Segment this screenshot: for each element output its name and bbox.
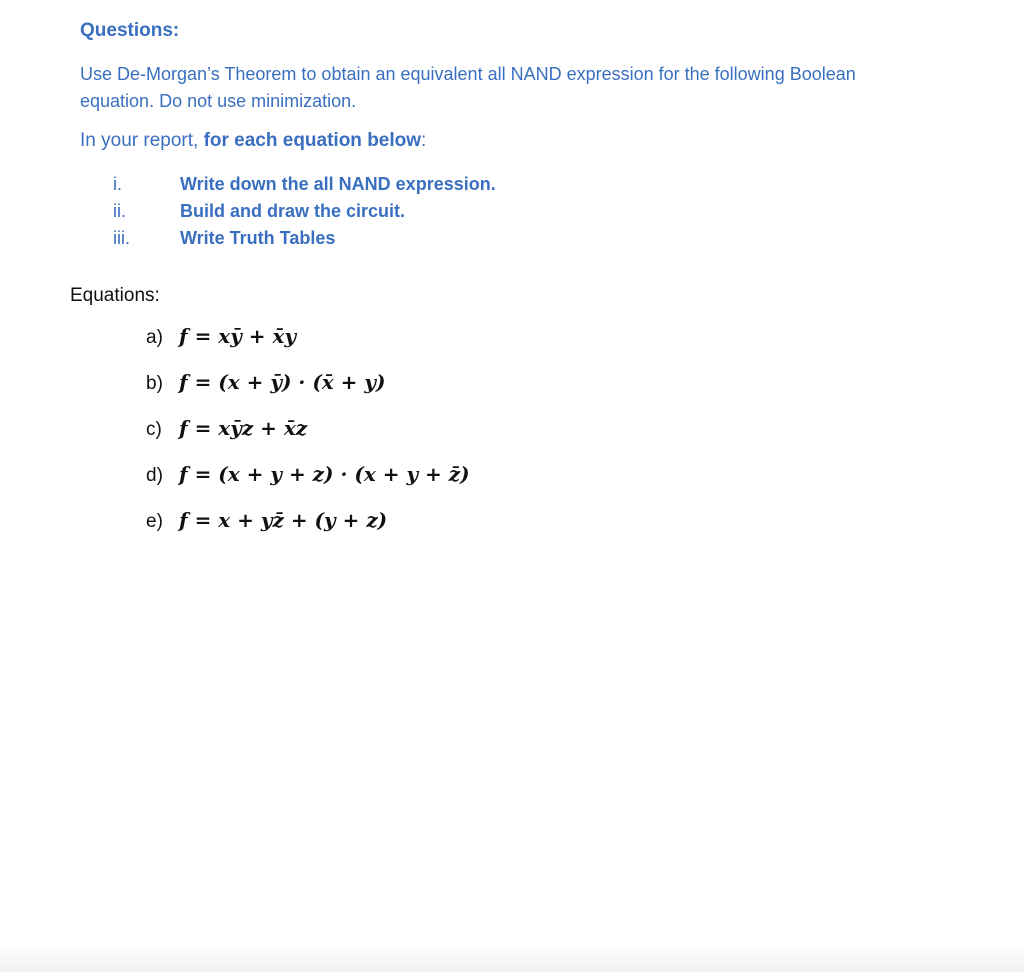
report-instruction [80,130,426,152]
intro-text: Use De-Morgan’s Theorem to obtain an equivalent all NAND expression for the following Boolean equation. Do not use minimization. [80,64,856,111]
report-suffix: : [421,130,427,151]
page-bottom-shadow [0,942,1024,972]
step-text: Build and draw the circuit. [180,201,406,221]
equation-label: a) [146,327,163,348]
equation-label: c) [146,419,162,440]
step-number: iii. [113,228,130,248]
equations-title: Equations: [70,285,160,306]
step-number: i. [113,174,122,194]
step-number: ii. [113,201,126,221]
report-bold: for each equation below [203,130,422,151]
step-text: Write down the all NAND expression. [180,174,496,194]
equation-label: e) [146,511,163,532]
equation-formula: f = x + yz̄ + (y + z) [179,508,388,532]
step-text: Write Truth Tables [180,228,336,248]
equation-formula: f = (x + ȳ) · (x̄ + y) [179,370,386,394]
equation-label: d) [146,465,163,486]
equation-label: b) [146,373,163,394]
equation-formula: f = xȳ + x̄y [179,324,297,348]
equation-formula: f = xȳz + x̄z [179,416,308,440]
report-prefix: In your report, [80,130,204,151]
equation-formula: f = (x + y + z) · (x + y + z̄) [179,462,470,486]
questions-heading: Questions: [80,20,180,41]
